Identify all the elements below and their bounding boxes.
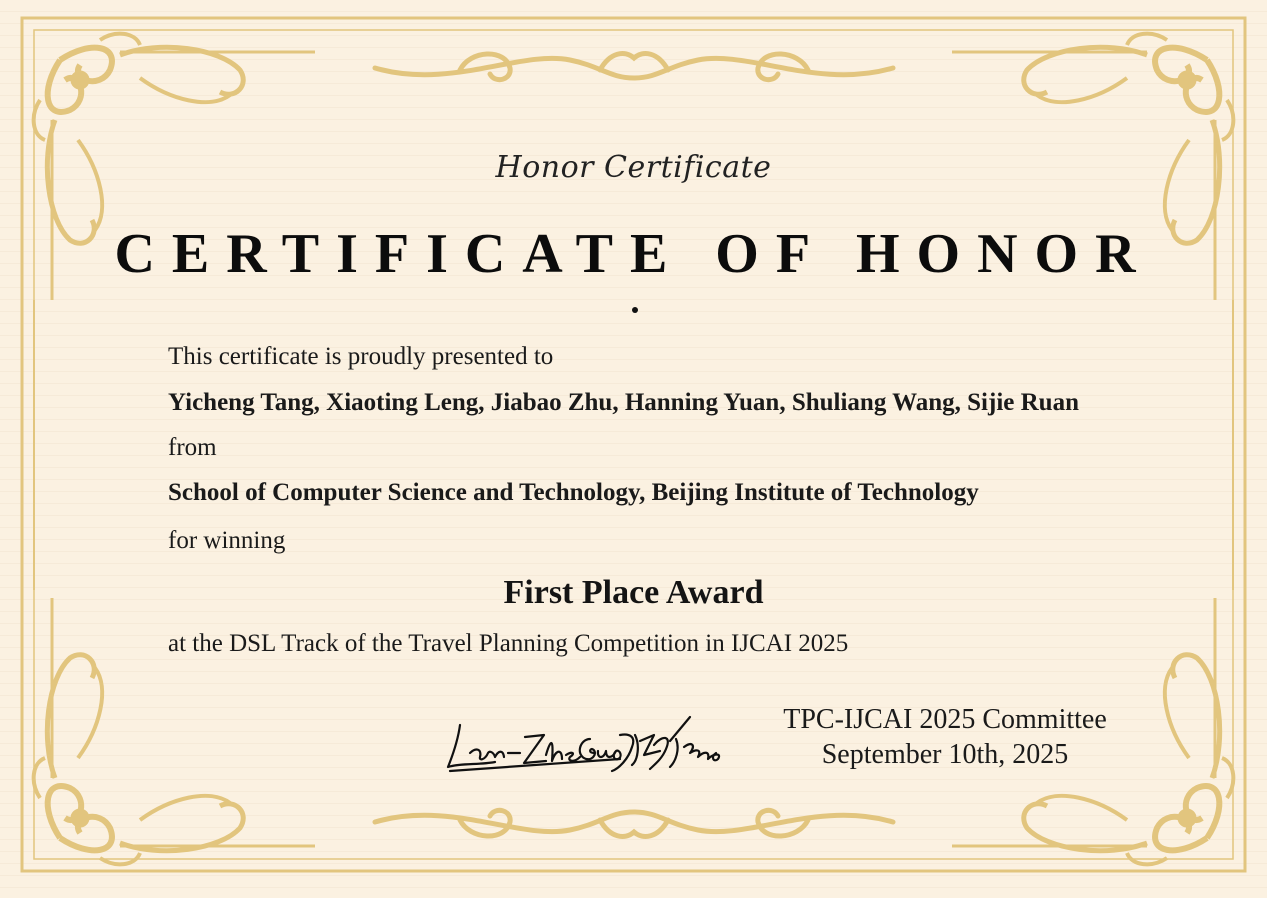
certificate-date: September 10th, 2025 <box>821 739 1069 770</box>
institution: School of Computer Science and Technology, Beijing Institute of Technology <box>168 479 979 506</box>
bottom-flourish <box>375 810 893 836</box>
recipients: Yicheng Tang, Xiaoting Leng, Jiabao Zhu, Hanning Yuan, Shuliang Wang, Sijie Ruan <box>168 389 1079 416</box>
committee-block <box>740 702 1150 772</box>
award-title: First Place Award <box>503 574 764 611</box>
script-subtitle: Honor Certificate <box>495 150 772 185</box>
from-label: from <box>168 434 217 461</box>
certificate-title: CERTIFICATE OF HONOR <box>114 223 1153 285</box>
signature-second <box>612 717 719 771</box>
event-description: at the DSL Track of the Travel Planning Competition in IJCAI 2025 <box>168 630 849 657</box>
top-flourish <box>375 54 893 80</box>
signatures <box>440 705 740 785</box>
presented-line: This certificate is proudly presented to <box>168 343 554 370</box>
signature-lan-zhe-guo <box>448 725 621 771</box>
for-winning-label: for winning <box>168 527 286 554</box>
title-dot <box>632 307 638 313</box>
committee-name: TPC-IJCAI 2025 Committee <box>783 704 1107 735</box>
